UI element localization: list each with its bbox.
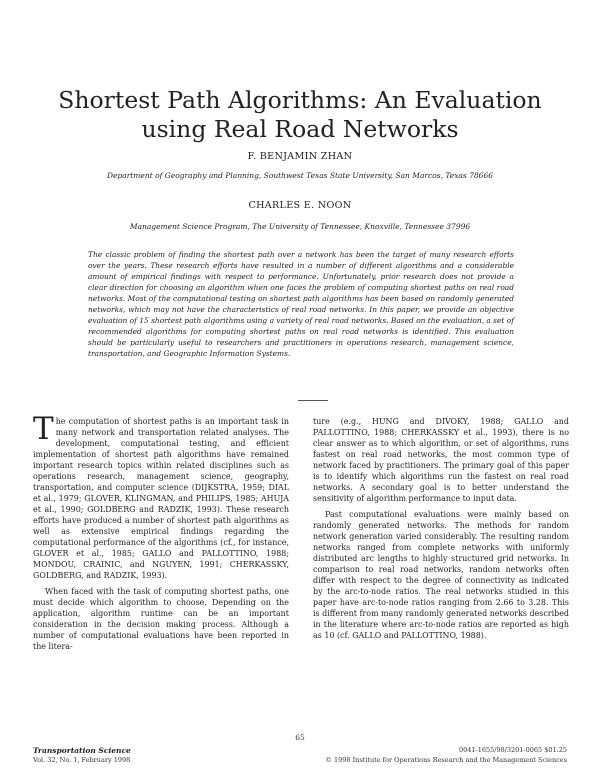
title-line-1: Shortest Path Algorithms: An Evaluation <box>58 86 542 114</box>
body-column-left <box>33 411 289 652</box>
author-2: CHARLES E. NOON <box>248 200 352 211</box>
paragraph-text: he computation of shortest paths is an important task in many network and transportation related analyses. The development, computational testing, and efficient implementation of shortest path algorithms have remained important research topics within related disciplines such as operations research, management science, geography, transportation, and computer science (DIJKSTRA, 1959; DIAL et al., 1979; GLOVER, KLINGMAN, and PHILIPS, 1985; AHUJA et al., 1990; GOLDBERG and RADZIK, 1993). These research efforts have produced a number of shortest path algorithms as well as extensive empirical findings regarding the computational performance of the algorithms (cf., for instance, GLOVER et al., 1985; GALLO and PALLOTTINO, 1988; MONDOU, CRAINIC, and NGUYEN, 1991; CHERKASSKY, GOLDBERG, and RADZIK, 1993). <box>33 417 289 580</box>
body-paragraph: When faced with the task of computing shortest paths, one must decide which algorithm to choose. Depending on the application, algorithm runtime can be an important consideration in the decision making process. Although a number of computational evaluations have been reported in the litera- <box>33 587 289 651</box>
title-line-2: using Real Road Networks <box>141 115 459 143</box>
body-paragraph <box>33 411 289 581</box>
page-number: 65 <box>295 733 305 742</box>
section-divider <box>298 400 328 401</box>
affiliation-2: Management Science Program, The University of Tennessee, Knoxville, Tennessee 37996 <box>129 222 471 231</box>
journal-volume: Vol. 32, No. 1, February 1998 <box>33 756 131 764</box>
drop-cap: T <box>33 411 54 447</box>
author-1: F. BENJAMIN ZHAN <box>247 151 353 162</box>
body-paragraph: Past computational evaluations were mainly based on randomly generated networks. The methods for random network generation varied considerably. The resulting random networks ranged from complete networks with uniformly distributed arc lengths to highly structured grid networks. In comparison to real road networks, random networks often differ with respect to the degree of connectivity as indicated by the arc-to-node ratios. The real networks studied in this paper have arc-to-node ratios ranging from 2.66 to 3.28. This is different from many randomly generated networks described in the literature where arc-to-node ratios are reported as high as 10 (cf. GALLO and PALLOTTINO, 1988). <box>313 510 569 640</box>
journal-name: Transportation Science <box>33 746 131 755</box>
body-column-right <box>313 416 569 641</box>
issn-code: 0041-1655/98/3201-0065 $01.25 <box>458 746 567 754</box>
affiliation-1: Department of Geography and Planning, Southwest Texas State University, San Marcos, Texas 78666 <box>106 171 493 180</box>
body-paragraph: ture (e.g., HUNG and DIVOKY, 1988; GALLO and PALLOTTINO, 1988; CHERKASSKY et al., 1993), there is no clear answer as to which algorithm, or set of algorithms, runs fastest on real road networks, the most common type of network faced by practitioners. The primary goal of this paper is to identify which algorithms run the fastest on real road networks. A secondary goal is to better understand the sensitivity of algorithm performance to input data. <box>313 417 569 503</box>
abstract: The classic problem of finding the shortest path over a network has been the target of many research efforts over the years. These research efforts have resulted in a number of different algorithms and a considerable amount of empirical findings with respect to performance. Unfortunately, prior research does not provide a clear direction for choosing an algorithm when one faces the problem of computing shortest paths on real road networks. Most of the computational testing on shortest path algorithms has been based on randomly generated networks, which may not have the characteristics of real road networks. In this paper, we provide an objective evaluation of 15 shortest path algorithms using a variety of real road networks. Based on the evaluation, a set of recommended algorithms for computing shortest paths on real road networks is identified. This evaluation should be particularly useful to researchers and practitioners in operations research, management science, transportation, and Geographic Information Systems. <box>88 250 514 358</box>
paper-title <box>30 86 570 144</box>
copyright-notice: © 1998 Institute for Operations Research and the Management Sciences <box>325 756 567 764</box>
